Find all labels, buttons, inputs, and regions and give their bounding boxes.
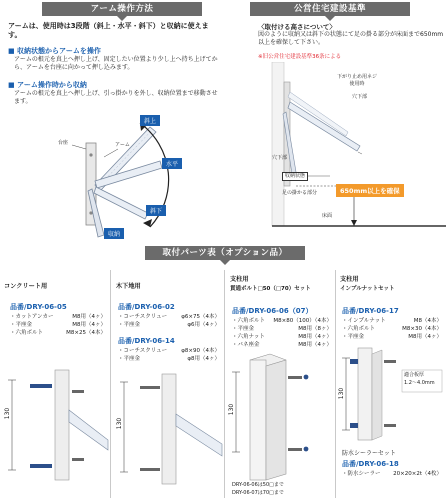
pole-bolt-illustration (226, 352, 334, 482)
step2-text: アームの根元を真上へ押し上げ、引っ掛かりを外し、収納位置まで移動させます。 (14, 90, 218, 105)
model-dry-06-06: 品番/DRY-06-06（07） (232, 307, 313, 315)
label-stowed: 収納 (104, 228, 124, 239)
part-item: ・平座金 M8用（4ヶ） (10, 322, 106, 328)
label-base: 台座 (58, 140, 69, 146)
step2-title: ■ アーム操作時から収納 (8, 81, 87, 89)
standard-note: ※旧公営住宅建設基準36条による (258, 54, 342, 60)
clearance-badge: 650mm以上を確保 (336, 184, 404, 197)
model-dry-06-18: 品番/DRY-06-18 (342, 460, 399, 468)
parts-table-header: 取付パーツ表（オプション品） (145, 246, 305, 260)
parts-list (342, 470, 442, 478)
parts-list (118, 347, 220, 363)
parts-list (342, 317, 442, 341)
part-item: ・六角ボルト M8×30（4本） (342, 326, 442, 332)
part-item: ・六角ボルト M8×80（100）（4本） (232, 318, 332, 324)
parts-list (118, 313, 220, 329)
fit-thickness-value: 1.2〜4.0mm (404, 380, 435, 386)
label-hole-bottom: 穴下部 (352, 94, 368, 100)
step1-title: ■ 収納状態からアームを操作 (8, 47, 101, 55)
pole-footnote-2: DRY-06-07は70□まで (232, 490, 284, 496)
part-item: ・コーチスクリュー φ6×75（4本） (118, 314, 220, 320)
category-pole-2: 支柱用 (340, 276, 359, 283)
dimension-130: 130 (338, 387, 346, 400)
fit-thickness-label: 適合板厚 (404, 372, 425, 378)
arm-operation-header: アーム操作方法 (42, 2, 202, 16)
part-item: ・コーチスクリュー φ8×90（4本） (118, 348, 220, 354)
category-pole: 支柱用 (230, 276, 249, 283)
parts-list (232, 317, 332, 349)
label-hole-bottom-2: 穴下部 (272, 155, 288, 161)
part-item: ・六角ナット M8用（4ヶ） (232, 334, 332, 340)
label-down-use: 下がり止め用ネジ使用時 (336, 74, 377, 87)
arm-diag-down (94, 187, 148, 219)
height-subtitle: 〈取付ける高さについて〉 (258, 23, 336, 31)
concrete-install-illustration (0, 350, 110, 500)
part-item: ・平座金 φ8用（4ヶ） (118, 356, 220, 362)
subcategory-impulse-nut: インプルナットセット (340, 286, 395, 292)
category-wood: 木下地用 (116, 283, 141, 290)
model-dry-06-02: 品番/DRY-06-02 (118, 303, 175, 311)
label-stowed-state: 収納状態 (282, 172, 308, 181)
label-foothold: 足の掛かる部分 (282, 190, 318, 196)
part-item: ・防水シーラー 20×20×2t（4枚） (342, 471, 442, 477)
subcategory-through-bolt: 貫通ボルト□50（□70）セット (230, 286, 311, 292)
public-housing-standard-header: 公営住宅建設基準 (250, 2, 410, 16)
step1-text: アームの根元を真上へ押し上げ、固定したい位置より少し上へ持ち上げてから、アームを台座に向かって押し込みます。 (14, 56, 218, 71)
dimension-130: 130 (228, 403, 236, 416)
part-item: ・平座金 φ6用（4ヶ） (118, 322, 220, 328)
parts-list (10, 313, 106, 337)
part-item: ・バネ座金 M8用（4ヶ） (232, 342, 332, 348)
label-floor: 床面 (322, 213, 333, 219)
height-diagram (250, 62, 446, 242)
dimension-130: 130 (4, 407, 12, 420)
dimension-130: 130 (116, 417, 124, 430)
pole-footnote-1: DRY-06-06は50□まで (232, 482, 284, 488)
label-horizontal: 水平 (162, 158, 182, 169)
part-item: ・インプルナット M8（4本） (342, 318, 442, 324)
impulse-nut-illustration (336, 344, 446, 444)
model-dry-06-05: 品番/DRY-06-05 (10, 303, 67, 311)
column-divider (110, 270, 111, 498)
part-item: ・六角ボルト M8×25（4本） (10, 330, 106, 336)
part-item: ・カットアンカー M8用（4ヶ） (10, 314, 106, 320)
part-item: ・平座金 M8用（4ヶ） (342, 334, 442, 340)
label-diag-down: 斜下 (146, 205, 166, 216)
part-item: ・平座金 M8用（8ヶ） (232, 326, 332, 332)
category-concrete: コンクリート用 (4, 283, 48, 290)
arm-position-diagram (0, 105, 225, 245)
sealer-set-title: 防水シーラーセット (342, 450, 396, 457)
height-description: 図のように収納又は斜下の状態にて足の掛る部分が床面まで650mm以上を確保して下さい。 (258, 31, 444, 46)
label-arm: アーム (115, 142, 130, 148)
column-divider (224, 270, 225, 498)
model-dry-06-17: 品番/DRY-06-17 (342, 307, 399, 315)
wood-install-illustration (112, 368, 224, 498)
arm-intro-text: アームは、使用時は3段階（斜上・水平・斜下）と収納に使えます。 (8, 22, 209, 39)
label-diag-up: 斜上 (140, 115, 160, 126)
model-dry-06-14: 品番/DRY-06-14 (118, 337, 175, 345)
